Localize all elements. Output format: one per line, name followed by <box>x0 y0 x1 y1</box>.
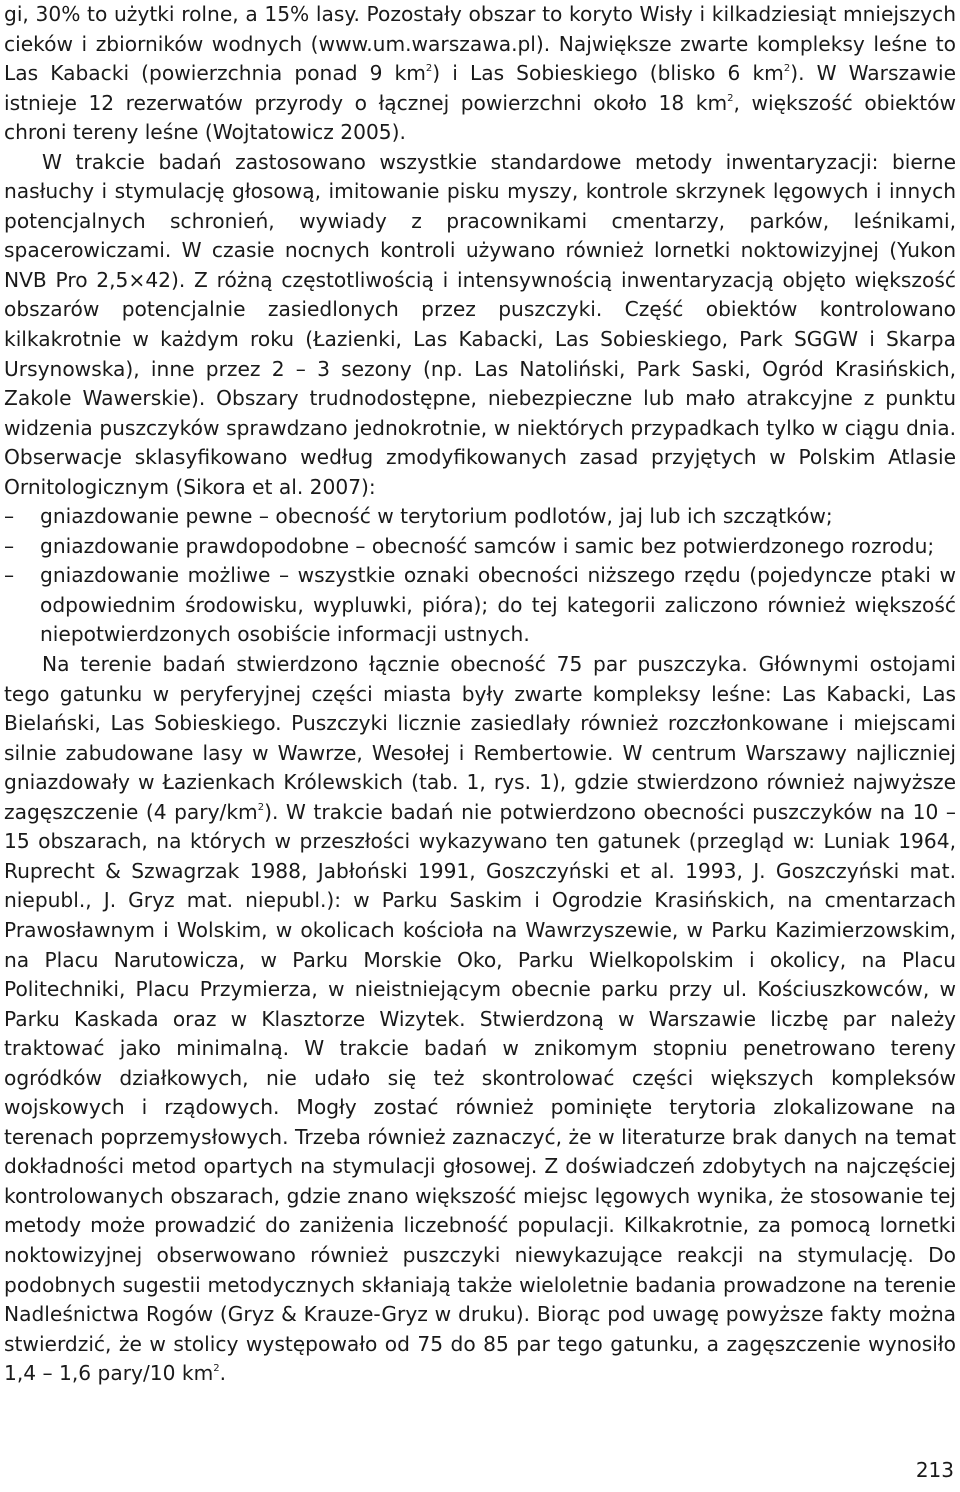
paragraph-methods: W trakcie badań zastosowano wszystkie standardowe metody inwentaryzacji: bierne nasłuchy i stymulację głosową, imitowanie pisku myszy, kontrole skrzynek lęgowych i innych potencjalnych schronień, wywiady z pracownikami cmentarzy, parków, leśnikami, spacerowiczami. W czasie nocnych kontroli używano również lornetki noktowizyjnej (Yukon NVB Pro 2,5×42). Z różną częstotliwością i intensywnością inwentaryzacją objęto większość obszarów potencjalnie zasiedlonych przez puszczyki. Część obiektów kontrolowano kilkakrotnie w każdym roku (Łazienki, Las Kabacki, Las Sobieskiego, Park SGGW i Skarpa Ursynowska), inne przez 2 – 3 sezony (np. Las Natoliński, Park Saski, Ogród Krasińskich, Zakole Wawerskie). Obszary trudnodostępne, niebezpieczne lub mało atrakcyjne z punktu widzenia puszczyków sprawdzano jednokrotnie, w niektórych przypadkach tylko w ciągu dnia. Obserwacje sklasyfikowano według zmodyfikowanych zasad przyjętych w Polskim Atlasie Ornitologicznym (Sikora et al. 2007): <box>4 149 956 499</box>
text-fragment: . <box>219 1361 227 1386</box>
text-fragment: , większość obiektów chroni tereny leśne (Wojtatowicz 2005). <box>4 90 956 145</box>
superscript: 2 <box>257 801 265 813</box>
text-fragment: ). W trakcie badań nie potwierdzono obecności puszczyków na 10 – 15 obszarach, na których w przeszłości wykazywano ten gatunek (przegląd w: Luniak 1964, Ruprecht & Szwagrzak 1988, Jabłoński 1991, Goszczyński et al. 1993, J. Goszczyński mat. niepubl., J. Gryz mat. niepubl.): w Parku Saskim i Ogrodzie Krasińskich, na cmentarzach Prawosławnym i Wolskim, w okolicach kościoła na Wawrzyszewie, w Parku Kazimierzowskim, na Placu Narutowicza, w Parku Morskie Oko, Parku Wielkopolskim i okolicy, na Placu Politechniki, Placu Przymierza, w nieistniejącym obecnie parku przy ul. Kościuszkowców, w Parku Kaskada oraz w Klasztorze Wizytek. Stwierdzoną w Warszawie liczbę par należy traktować jako minimalną. W trakcie badań w znikomym stopniu penetrowano tereny ogródków działkowych, nie udało się też skontrolować części większych kompleksów wojskowych i rządowych. Mogły zostać również pominięte terytoria zlokalizowane na terenach poprzemysłowych. Trzeba również zaznaczyć, że w literaturze brak danych na temat dokładności metod opartych na stymulacji głosowej. Z doświadczeń zdobytych na najczęściej kontrolowanych obszarach, gdzie znano większość miejsc lęgowych wynika, że stosowanie tej metody może prowadzić do zaniżenia liczebność populacji. Kilkakrotnie, za pomocą lornetki noktowizyjnej obserwowano również puszczyki niewykazujące reakcji na stymulację. Do podobnych sugestii metodycznych skłaniają także wieloletnie badania prowadzone na terenie Nadleśnictwa Rogów (Gryz & Krauze-Gryz w druku). Biorąc pod uwagę powyższe fakty można stwierdzić, że w stolicy występowało od 75 do 85 par tego gatunku, a zagęszczenie wynosiło 1,4 – 1,6 pary/10 km <box>4 799 956 1386</box>
text-fragment: ) i Las Sobieskiego (blisko 6 km <box>432 61 784 86</box>
list-dash: – <box>4 533 15 558</box>
superscript: 2 <box>213 1363 220 1375</box>
list-item <box>4 532 956 562</box>
superscript: 2 <box>727 92 734 104</box>
superscript: 2 <box>425 63 433 75</box>
classification-list <box>4 502 956 650</box>
list-dash: – <box>4 563 15 588</box>
list-item <box>4 502 956 532</box>
list-item-text: gniazdowanie pewne – obecność w terytorium podlotów, jaj lub ich szczątków; <box>40 504 833 529</box>
text-fragment: gi, 30% to użytki rolne, a 15% lasy. Pozostały obszar to koryto Wisły i kilkadziesiąt mniejszych cieków i zbiorników wodnych (www.um.warszawa.pl). Największe zwarte kompleksy leśne to Las Kabacki (powierzchnia ponad 9 km <box>4 2 956 86</box>
list-item-text: gniazdowanie prawdopodobne – obecność samców i samic bez potwierdzonego rozrodu; <box>40 533 935 558</box>
list-item-text: gniazdowanie możliwe – wszystkie oznaki obecności niższego rzędu (pojedyncze ptaki w odpowiednim środowisku, wypluwki, pióra); do tej kategorii zaliczono również większość niepotwierdzonych osobiście informacji ustnych. <box>40 563 956 647</box>
paragraph-site-description <box>4 0 956 148</box>
text-fragment: Na terenie badań stwierdzono łącznie obecność 75 par puszczyka. Głównymi ostojami tego gatunku w peryferyjnej części miasta były zwarte kompleksy leśne: Las Kabacki, Las Bielański, Las Sobieskiego. Puszczyki licznie zasiedlały również rozczłonkowane i miejscami silnie zabudowane lasy w Wawrze, Wesołej i Rembertowie. W centrum Warszawy najliczniej gniazdowały w Łazienkach Królewskich (tab. 1, rys. 1), gdzie stwierdzono również najwyższe zagęszczenie (4 pary/km <box>4 652 956 824</box>
body-text <box>4 0 956 1389</box>
list-dash: – <box>4 504 15 529</box>
list-item <box>4 561 956 650</box>
page-number: 213 <box>915 1458 954 1482</box>
text-fragment: ). W Warszawie istnieje 12 rezerwatów przyrody o łącznej powierzchni około 18 km <box>4 61 957 115</box>
superscript: 2 <box>783 63 791 75</box>
paragraph-results <box>4 650 956 1389</box>
